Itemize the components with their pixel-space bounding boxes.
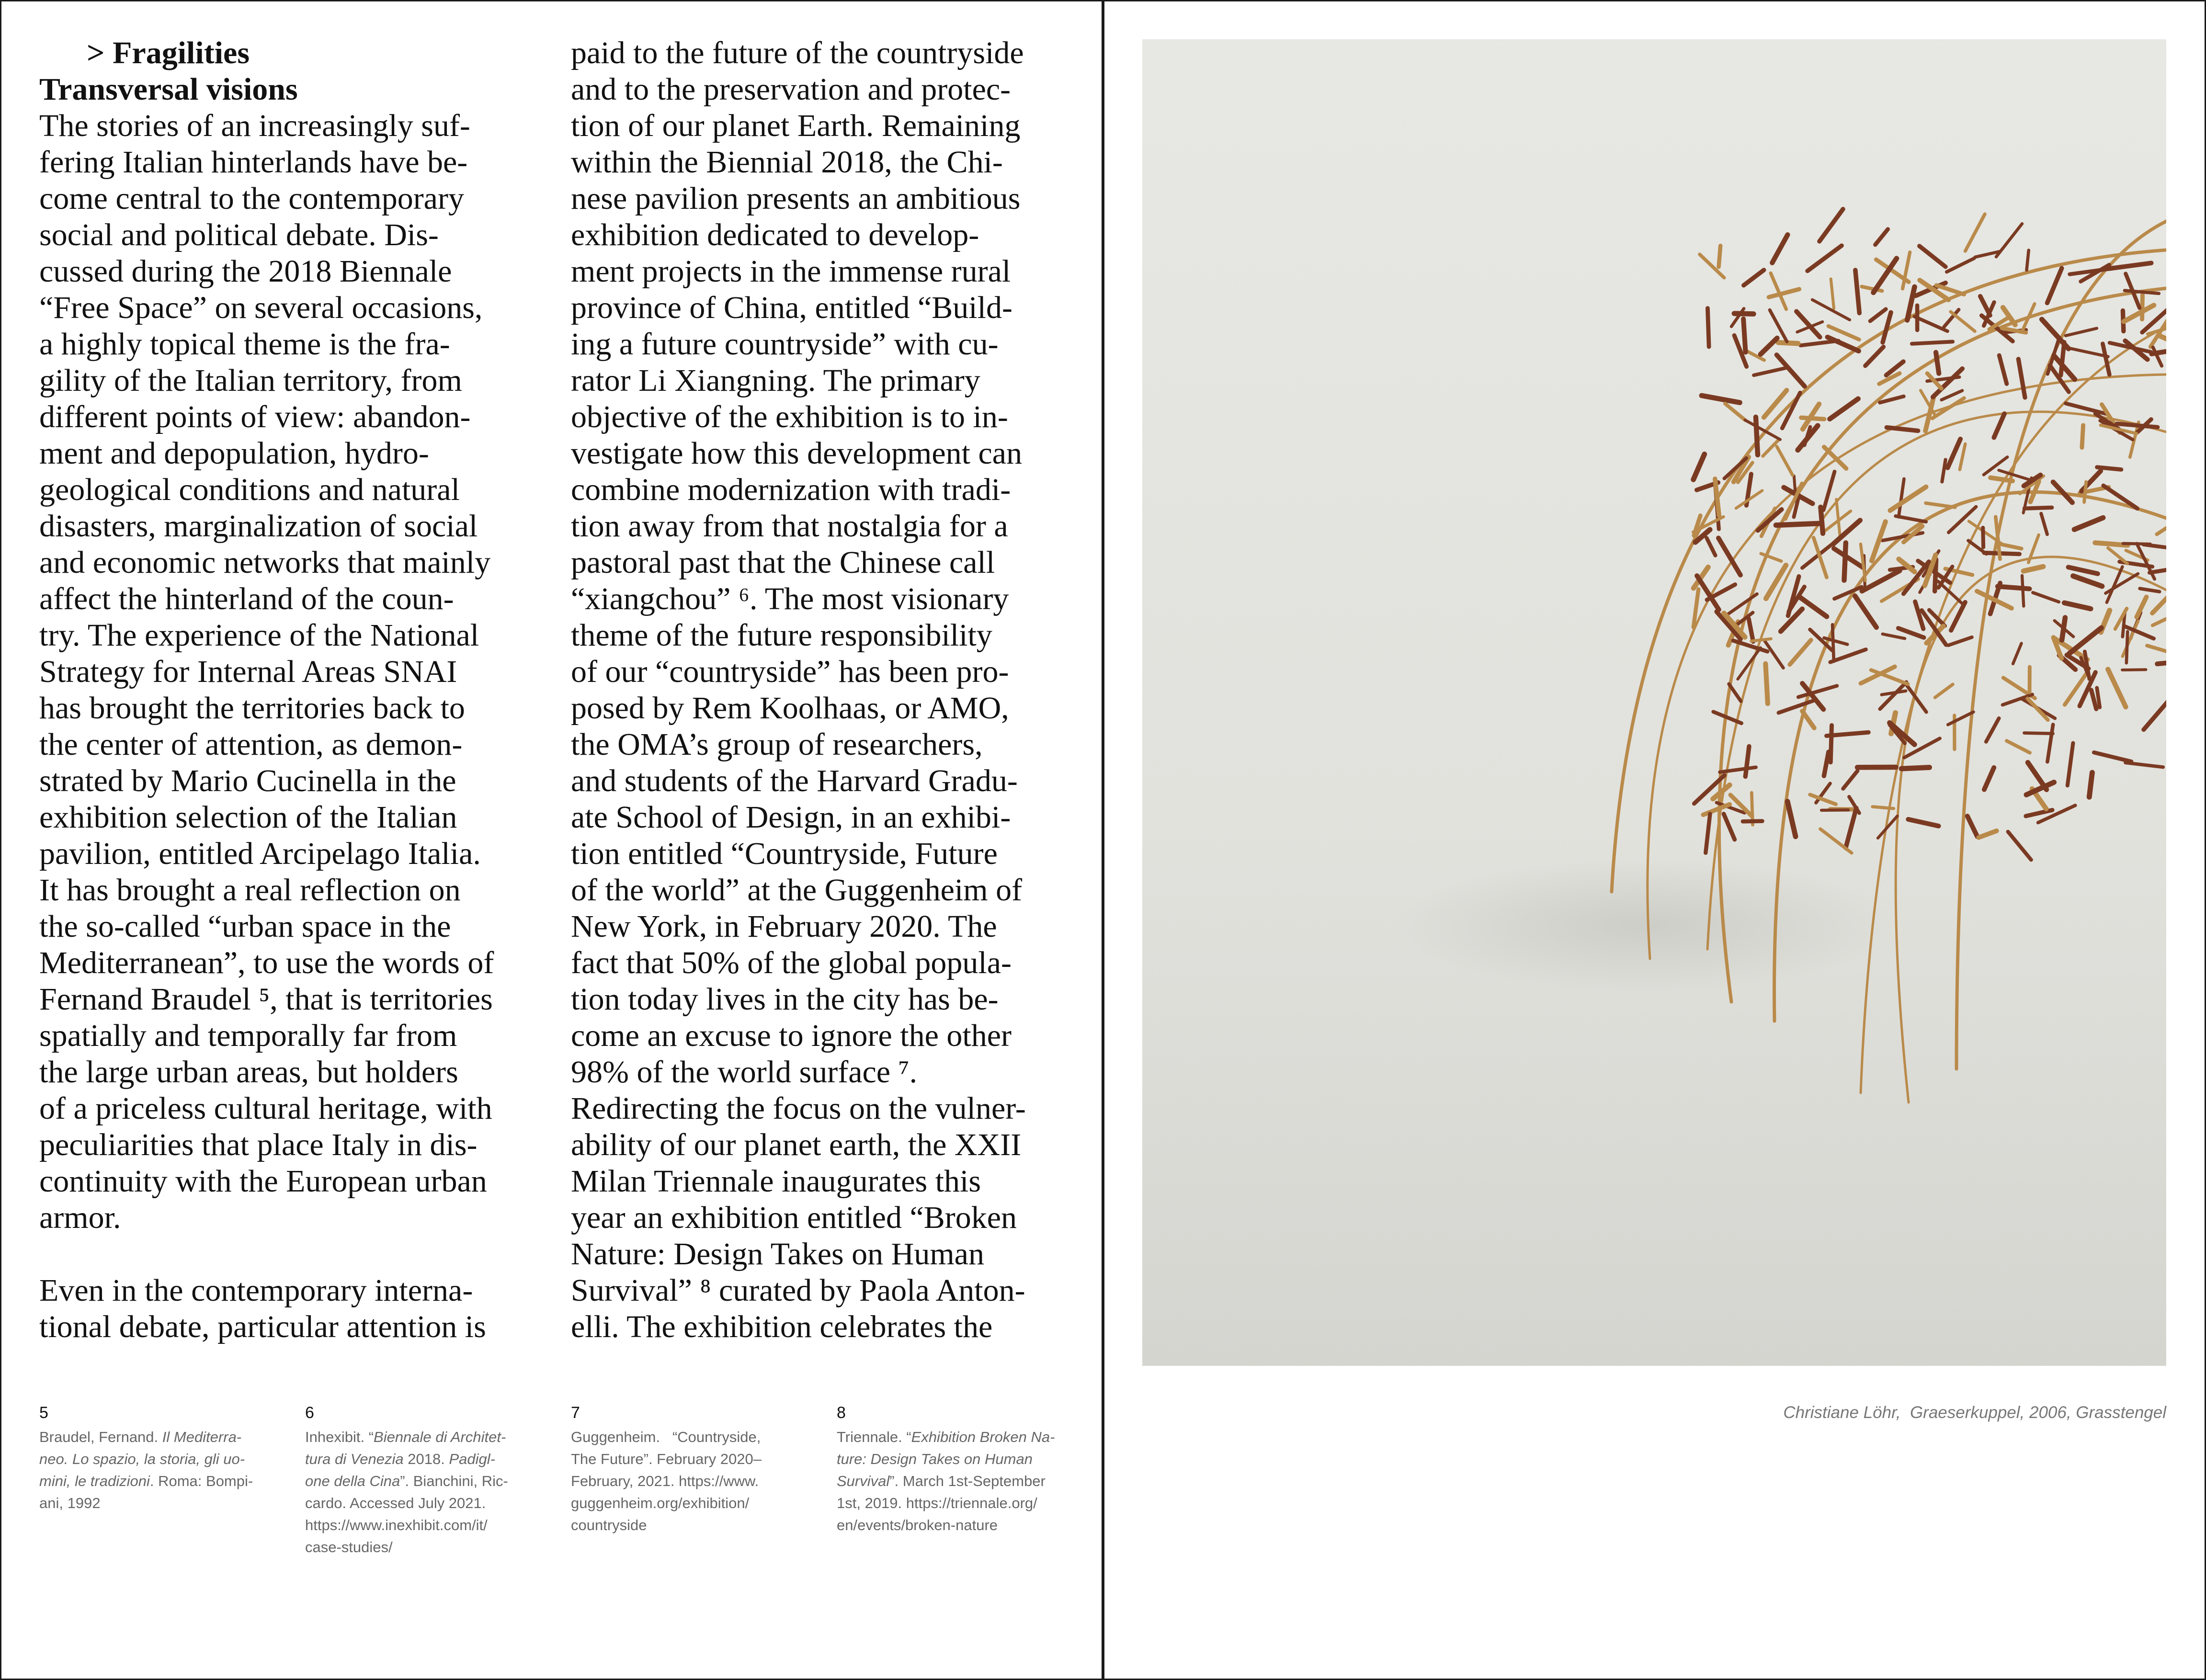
section-heading [39, 35, 250, 70]
grass-seed [2084, 482, 2086, 502]
arrow-icon: > [87, 35, 105, 70]
grass-seed [1998, 586, 2030, 589]
grass-seed [2082, 425, 2083, 448]
footnote-8 [837, 1403, 1055, 1536]
footnote-number: 5 [39, 1404, 48, 1422]
grass-seed [2062, 618, 2065, 640]
grass-seed [2026, 250, 2028, 271]
footnote-text: Inhexibit. “Biennale di Architet- tura di Venezia 2018. Padigl- one della Cina”. Bianchini, Ric- cardo. Accessed July 2021. https://www.inexhibit.com/it/ case-studies/ [305, 1429, 508, 1555]
footnote-number: 7 [571, 1404, 580, 1422]
section-subtitle: Transversal visions [39, 72, 298, 107]
grass-seed [2089, 772, 2092, 797]
page-divider [1102, 0, 1104, 1680]
grass-seed [1776, 523, 1819, 525]
footnote-5 [39, 1403, 253, 1514]
grass-seed [2142, 295, 2143, 319]
footnote-number: 8 [837, 1404, 846, 1422]
grass-seed [1873, 806, 1894, 808]
grass-seed [1820, 507, 1823, 534]
artwork-photo [1142, 39, 2166, 1366]
footnote-number: 6 [305, 1404, 314, 1422]
grass-seed [1984, 553, 2020, 554]
grass-seed [1901, 767, 1929, 769]
body-text-col1: The stories of an increasingly suf- fering Italian hinterlands have be- come central to the contemporary social and political debate. Dis- cussed during the 2018 Biennale “Free Space” on several occasions, a highly topical theme is the fra- gility of the Italian territory, from different points of view: abandon- ment and depopulation, hydro- geological conditions and natural disasters, marginalization of social and economic networks that mainly affect the hinterland of the coun- try. The experience of the National Strategy for Internal Areas SNAI has brought the territories back to the center of attention, as demon- strated by Mario Cucinella in the exhibition selection of the Italian pavilion, entitled Arcipelago Italia. It has brought a real reflection on the so-called “urban space in the Mediterranean”, to use the words of Fernand Braudel ⁵, that is territories spatially and temporally far from the large urban areas, but holders of a priceless cultural heritage, with peculiarities that place Italy in dis- continuity with the European urban armor. Even in the contemporary interna- tional debate, particular attention is [39, 108, 494, 1344]
grass-seed [2126, 632, 2127, 663]
grass-seed [1756, 417, 1758, 455]
grass-seed [2024, 508, 2052, 509]
grass-dome-image [1142, 39, 2166, 1366]
grass-seed [1707, 308, 1709, 347]
grass-seed [1743, 821, 1763, 822]
footnote-text: Guggenheim. “Countryside, The Future”. February 2020– February, 2021. https://www. guggenheim.org/exhibition/ countryside [571, 1429, 762, 1533]
left-column [39, 35, 494, 1345]
section-title: Fragilities [113, 35, 250, 70]
footnote-6 [305, 1403, 508, 1558]
photo-caption: Christiane Löhr, Graeserkuppel, 2006, Grasstengel [1783, 1403, 2166, 1422]
grass-seed [1743, 319, 1745, 352]
grass-seed [1936, 352, 1939, 374]
grass-seed [1832, 624, 1834, 661]
right-column: paid to the future of the countryside and to the preservation and protec- tion of our planet Earth. Remaining within the Biennial 2018, the Chi- nese pavilion presents an ambitious exhibition dedicated to develop- ment projects in the immense rural province of China, entitled “Build- ing a future countryside” with cu- rator Li Xiangning. The primary objective of the exhibition is to in- vestigate how this development can combine modernization with tradi- tion away from that nostalgia for a pastoral past that the Chinese call “xiangchou” ⁶. The most visionary theme of the future responsibility of our “countryside” has been pro- posed by Rem Koolhaas, or AMO, the OMA’s group of researchers, and students of the Harvard Gradu- ate School of Design, in an exhibi- tion entitled “Countryside, Future of the world” at the Guggenheim of New York, in February 2020. The fact that 50% of the global popula- tion today lives in the city has be- come an excuse to ignore the other 98% of the world surface ⁷. Redirecting the focus on the vulner- ability of our planet earth, the XXII Milan Triennale inaugurates this year an exhibition entitled “Broken Nature: Design Takes on Human Survival” ⁸ curated by Paola Anton- elli. The exhibition celebrates the [571, 35, 1026, 1344]
grass-seed [2022, 576, 2024, 606]
footnote-text: Triennale. “Exhibition Broken Na- ture: Design Takes on Human Survival”. March 1st-September 1st, 2019. https://triennale.org/ en/events/broken-nature [837, 1429, 1055, 1533]
grass-seed [1765, 664, 1768, 704]
footnote-text: Braudel, Fernand. Il Mediterra- neo. Lo spazio, la storia, gli uo- mini, le tradizioni. Roma: Bompi- ani, 1992 [39, 1429, 253, 1511]
grass-seed [1990, 477, 2013, 481]
footnote-7 [571, 1403, 762, 1536]
grass-seed [1844, 543, 1845, 580]
grass-seed [1719, 246, 1721, 267]
grass-seed [1912, 341, 1953, 343]
